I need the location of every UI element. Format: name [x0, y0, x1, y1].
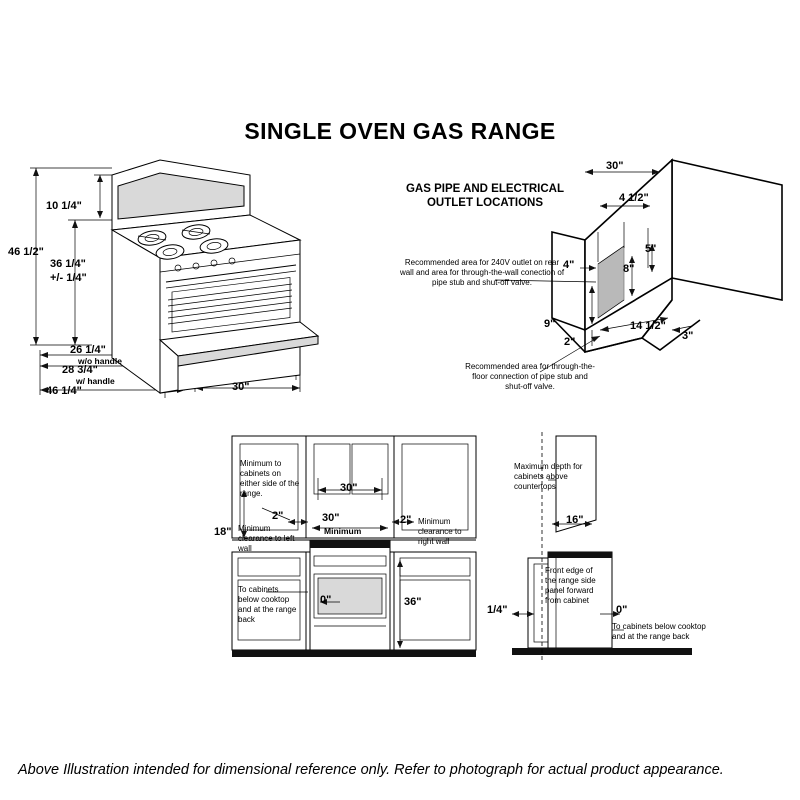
note-through-floor: Recommended area for through-the-floor connection of pipe stub and shut-off valve.: [465, 362, 595, 391]
dim-range-width-front: 30": [322, 512, 340, 524]
dim-wall-2: 2": [564, 336, 576, 348]
dim-depth-door-open: 46 1/4": [46, 385, 82, 397]
dim-upper-cabinet-width: 30": [340, 482, 358, 494]
label-max-depth: Maximum depth for cabinets above countertops: [514, 462, 583, 491]
dim-wall-3: 3": [682, 330, 694, 342]
label-to-cabinets-below: To cabinets below cooktop and at the range back: [238, 585, 297, 624]
dim-wall-4: 4": [563, 259, 575, 271]
dim-wall-8: 8": [623, 263, 635, 275]
range-illustration: [112, 160, 318, 398]
dim-wall-9: 9": [544, 318, 556, 330]
label-front-edge: Front edge of the range side panel forward from cabinet: [545, 566, 596, 605]
dim-depth-w-handle: 28 3/4": [62, 364, 98, 376]
note-240v-outlet: Recommended area for 240V outlet on rear wall and area for through-the-wall conection of pipe stub and shut-off valve.: [399, 258, 565, 287]
dim-cooktop-height: 36 1/4": [50, 258, 86, 270]
label-min-clearance-left: Minimum clearance to left wall: [238, 524, 295, 553]
dim-wall-top-width: 30": [606, 160, 624, 172]
dim-backguard-height: 10 1/4": [46, 200, 82, 212]
dim-wall-5: 5": [645, 243, 657, 255]
dim-right-clearance: 2": [400, 514, 412, 526]
footer-disclaimer: Above Illustration intended for dimensional reference only. Refer to photograph for actual product appearance.: [18, 762, 724, 778]
dim-back-clearance: 0": [616, 604, 628, 616]
label-min-clearance-right: Minimum clearance to right wall: [418, 517, 462, 546]
label-side-to-cabinets-below: To cabinets below cooktop and at the range back: [612, 622, 706, 641]
dim-cooktop-height-tolerance: +/- 1/4": [50, 272, 87, 284]
dim-height-to-upper: 18": [214, 526, 232, 538]
dim-depth-w-handle-note: w/ handle: [76, 376, 115, 386]
dim-overall-height: 46 1/2": [8, 246, 44, 258]
gas-pipe-section-title-line2: OUTLET LOCATIONS: [426, 197, 544, 209]
dim-cabinet-depth: 16": [566, 514, 584, 526]
gas-pipe-section-title-line1: GAS PIPE AND ELECTRICAL: [405, 183, 565, 195]
label-minimum: Minimum: [324, 526, 362, 536]
dim-range-width: 30": [232, 381, 250, 393]
page-title: SINGLE OVEN GAS RANGE: [244, 118, 556, 144]
dim-depth-wo-handle: 26 1/4": [70, 344, 106, 356]
dim-wall-14-5: 14 1/2": [630, 320, 666, 332]
label-min-cabinets-sides: Minimum to cabinets on either side of the range.: [240, 459, 300, 498]
dim-cabinet-height: 36": [404, 596, 422, 608]
dim-depth-wo-handle-note: w/o handle: [78, 356, 122, 366]
dim-wall-4-5: 4 1/2": [619, 192, 649, 204]
dim-side-clearance: 0": [320, 594, 332, 606]
dim-front-offset: 1/4": [487, 604, 508, 616]
dim-left-clearance: 2": [272, 510, 284, 522]
